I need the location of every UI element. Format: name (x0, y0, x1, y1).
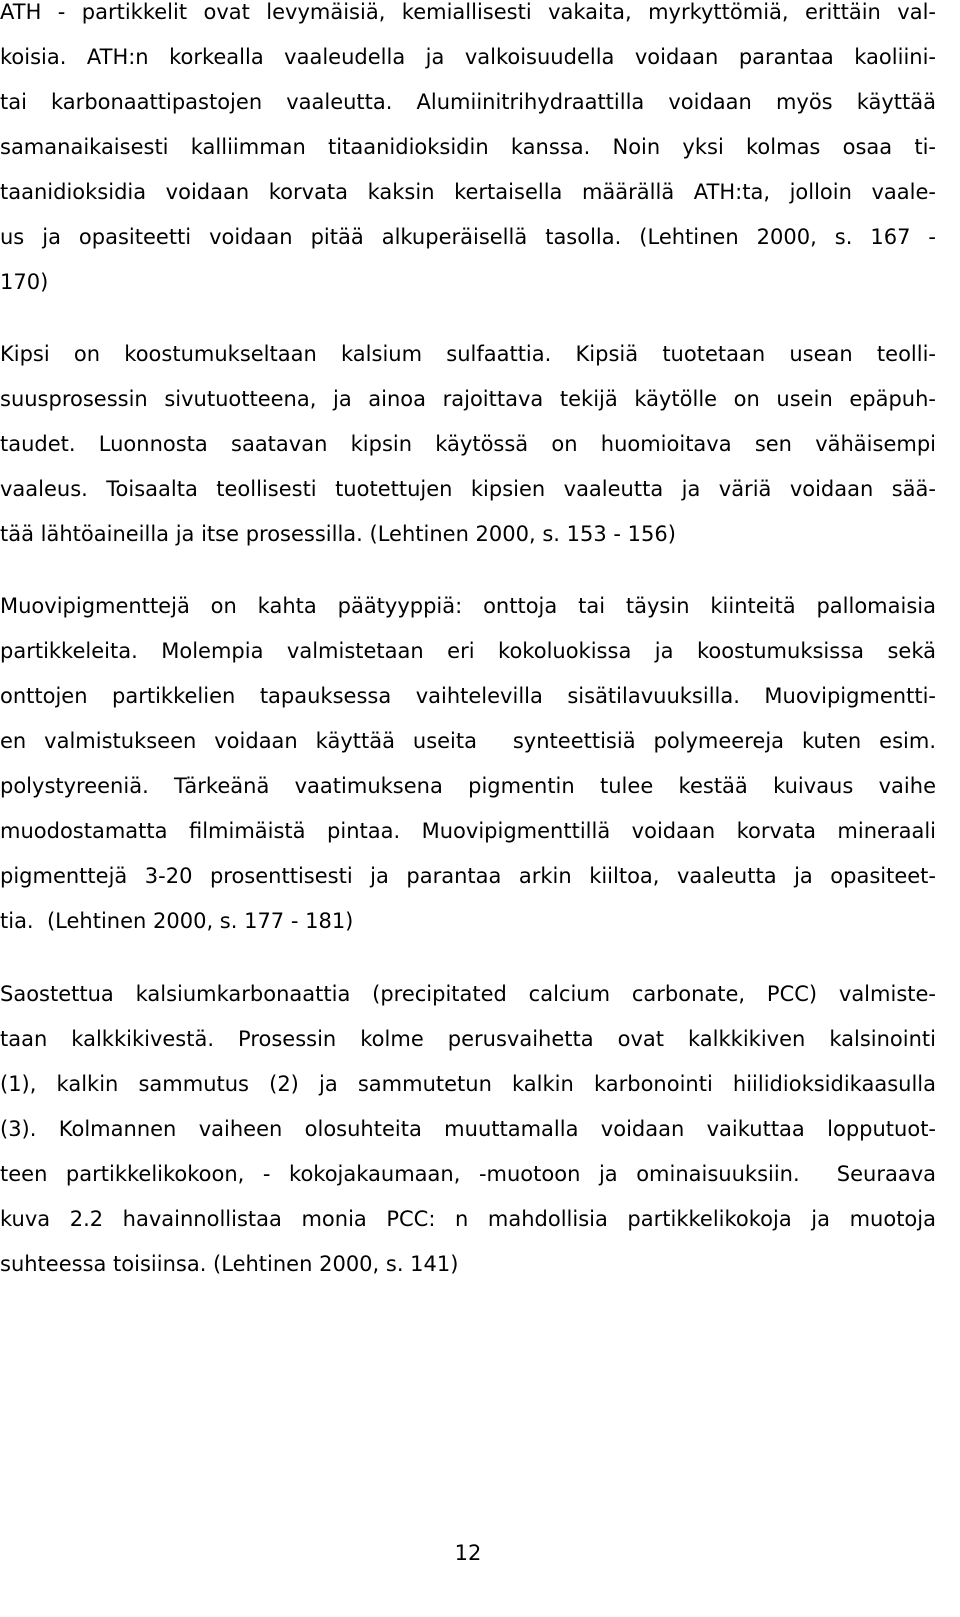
text-line: (1), kalkin sammutus (2) ja sammutetun kalkin karbonointi hiilidioksidikaasulla (0, 1072, 936, 1096)
text-line: en valmistukseen voidaan käyttää useita synteettisiä polymeereja kuten esim. (0, 729, 936, 753)
text-line: tää lähtöaineilla ja itse prosessilla. (Lehtinen 2000, s. 153 - 156) (0, 522, 676, 546)
text-line: teen partikkelikokoon, - kokojakaumaan, -muotoon ja ominaisuuksiin. Seuraava (0, 1162, 936, 1186)
text-line: suusprosessin sivutuotteena, ja ainoa rajoittava tekijä käytölle on usein epäpuh- (0, 387, 936, 411)
text-line: taudet. Luonnosta saatavan kipsin käytössä on huomioitava sen vähäisempi (0, 432, 936, 456)
text-line: tai karbonaattipastojen vaaleutta. Alumiinitrihydraattilla voidaan myös käyttää (0, 90, 936, 114)
text-line: us ja opasiteetti voidaan pitää alkuperäisellä tasolla. (Lehtinen 2000, s. 167 - (0, 225, 936, 249)
text-line: partikkeleita. Molempia valmistetaan eri kokoluokissa ja koostumuksissa sekä (0, 639, 936, 663)
text-line: tia. (Lehtinen 2000, s. 177 - 181) (0, 909, 354, 933)
text-line: 170) (0, 270, 49, 294)
text-line: vaaleus. Toisaalta teollisesti tuotettujen kipsien vaaleutta ja väriä voidaan sää- (0, 477, 936, 501)
text-line: koisia. ATH:n korkealla vaaleudella ja valkoisuudella voidaan parantaa kaoliini- (0, 45, 936, 69)
text-line: Muovipigmenttejä on kahta päätyyppiä: onttoja tai täysin kiinteitä pallomaisia (0, 594, 936, 618)
text-line: muodostamatta filmimäistä pintaa. Muovipigmenttillä voidaan korvata mineraali (0, 819, 936, 843)
text-line: samanaikaisesti kalliimman titaanidioksidin kanssa. Noin yksi kolmas osaa ti- (0, 135, 936, 159)
text-line: (3). Kolmannen vaiheen olosuhteita muuttamalla voidaan vaikuttaa lopputuot- (0, 1117, 936, 1141)
text-line: taan kalkkikivestä. Prosessin kolme perusvaihetta ovat kalkkikiven kalsinointi (0, 1027, 936, 1051)
text-line: taanidioksidia voidaan korvata kaksin kertaisella määrällä ATH:ta, jolloin vaale- (0, 180, 936, 204)
page-number: 12 (454, 1541, 482, 1565)
text-line: onttojen partikkelien tapauksessa vaihtelevilla sisätilavuuksilla. Muovipigmentti- (0, 684, 936, 708)
text-line: suhteessa toisiinsa. (Lehtinen 2000, s. 141) (0, 1252, 459, 1276)
text-line: pigmenttejä 3-20 prosenttisesti ja parantaa arkin kiiltoa, vaaleutta ja opasiteet- (0, 864, 936, 888)
text-line: ATH - partikkelit ovat levymäisiä, kemiallisesti vakaita, myrkyttömiä, erittäin val- (0, 0, 936, 24)
text-line: polystyreeniä. Tärkeänä vaatimuksena pigmentin tulee kestää kuivaus vaihe (0, 774, 936, 798)
text-line: kuva 2.2 havainnollistaa monia PCC: n mahdollisia partikkelikokoja ja muotoja (0, 1207, 936, 1231)
text-line: Kipsi on koostumukseltaan kalsium sulfaattia. Kipsiä tuotetaan usean teolli- (0, 342, 936, 366)
text-line: Saostettua kalsiumkarbonaattia (precipitated calcium carbonate, PCC) valmiste- (0, 982, 936, 1006)
